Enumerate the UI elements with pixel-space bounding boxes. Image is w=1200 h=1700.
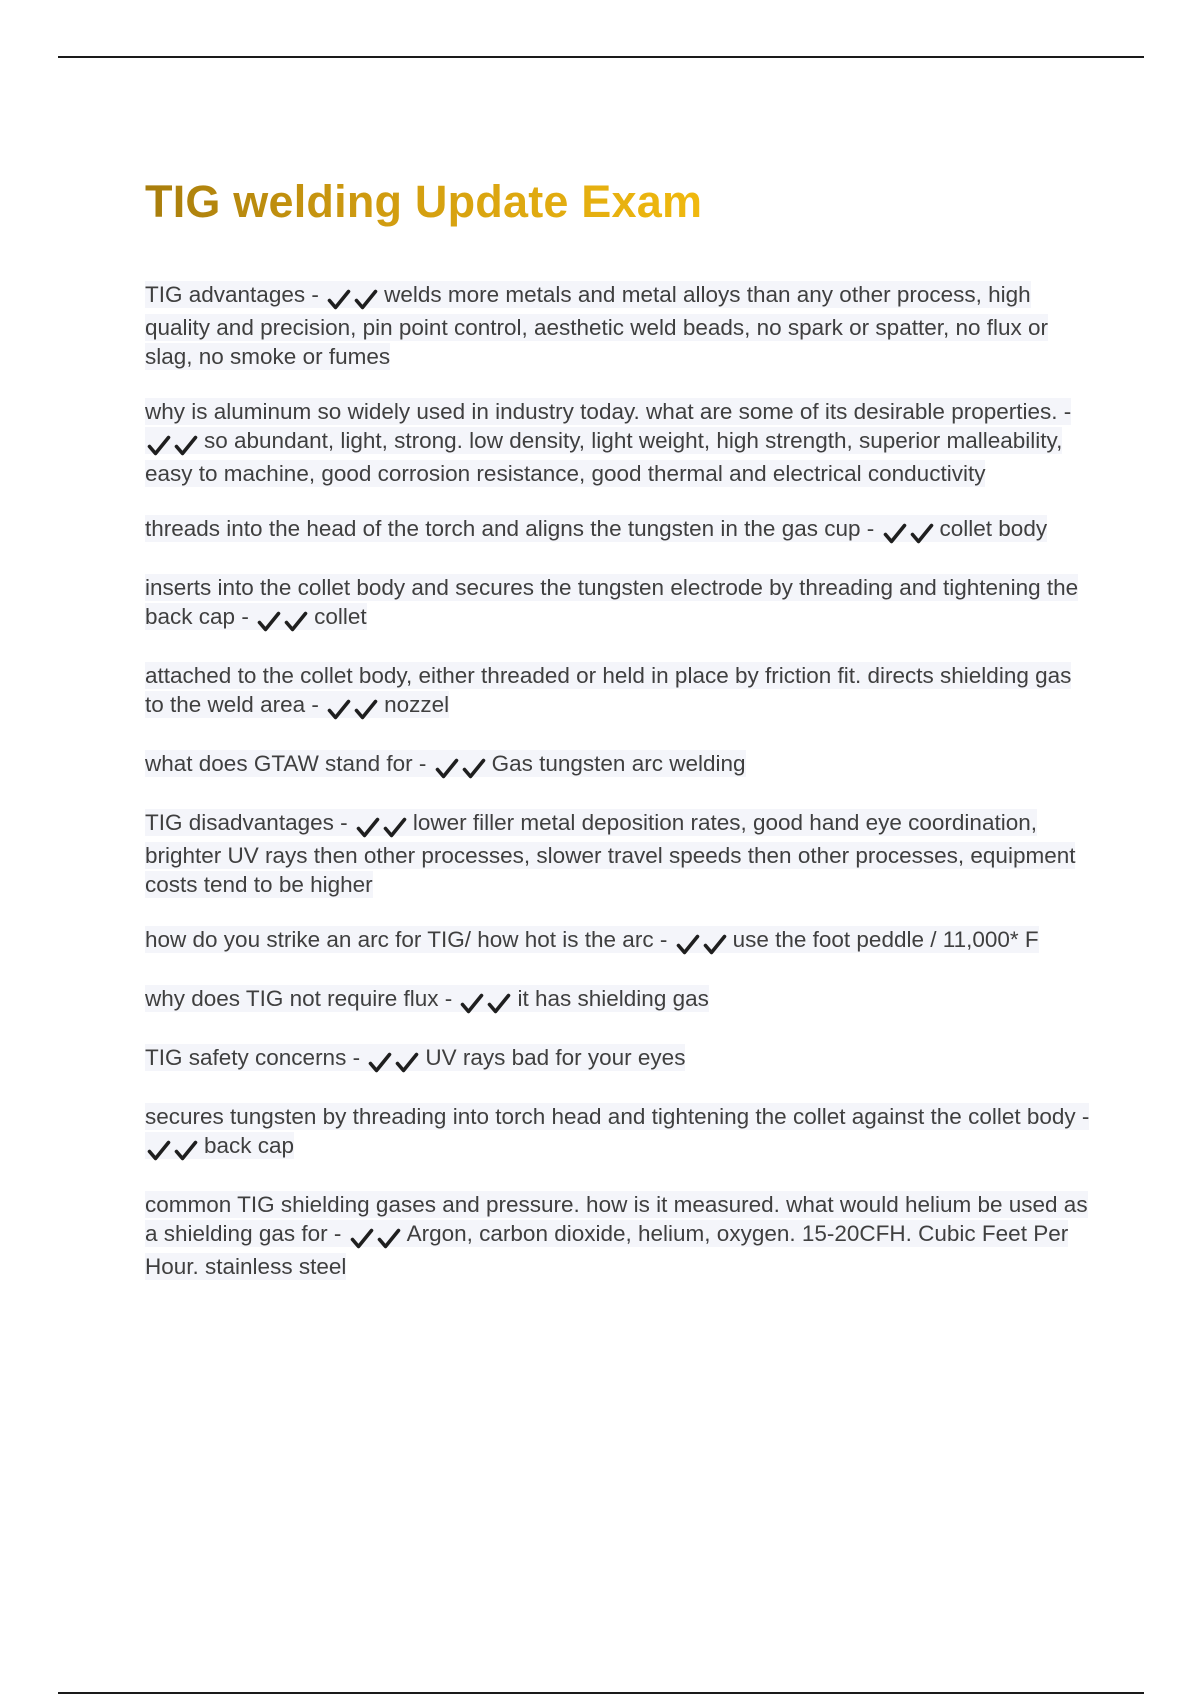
double-check-icon [368, 1047, 422, 1076]
qa-item [145, 280, 1090, 371]
qa-item [145, 1102, 1090, 1164]
qa-separator: - [1075, 1104, 1090, 1129]
check-icon [462, 757, 486, 781]
check-icon [257, 610, 281, 634]
check-icon [676, 933, 700, 957]
qa-highlight [145, 398, 1071, 487]
double-check-icon [147, 1135, 201, 1164]
page-title: TIG welding Update Exam [145, 170, 702, 234]
check-icon [703, 933, 727, 957]
qa-answer: UV rays bad for your eyes [425, 1045, 686, 1070]
qa-separator: - [438, 986, 459, 1011]
qa-highlight [145, 926, 1039, 953]
qa-item [145, 984, 1090, 1017]
qa-item [145, 925, 1090, 958]
qa-item [145, 1043, 1090, 1076]
qa-item [145, 1190, 1090, 1281]
bottom-rule [58, 1692, 1144, 1694]
qa-item [145, 397, 1090, 488]
double-check-icon [676, 929, 730, 958]
document-body [145, 170, 1090, 1307]
check-icon [350, 1227, 374, 1251]
double-check-icon [460, 988, 514, 1017]
check-icon [460, 992, 484, 1016]
check-icon [354, 288, 378, 312]
check-icon [354, 698, 378, 722]
qa-highlight [145, 750, 746, 777]
double-check-icon [435, 753, 489, 782]
qa-question: attached to the collet body, either threaded or held in place by friction fit. directs shielding gas to the weld area [145, 663, 1072, 717]
qa-highlight [145, 1191, 1088, 1280]
qa-highlight [145, 515, 1047, 542]
check-icon [327, 698, 351, 722]
check-icon [395, 1051, 419, 1075]
top-rule [58, 56, 1144, 58]
double-check-icon [257, 606, 311, 635]
qa-item [145, 749, 1090, 782]
qa-question: inserts into the collet body and secures the tungsten electrode by threading and tightening the back cap [145, 575, 1079, 629]
qa-separator: - [305, 692, 326, 717]
qa-question: common TIG shielding gases and pressure. how is it measured. what would helium be used as a shielding gas for [145, 1192, 1088, 1246]
qa-answer: nozzel [384, 692, 450, 717]
check-icon [883, 522, 907, 546]
qa-answer: collet body [939, 516, 1048, 541]
qa-highlight [145, 1044, 685, 1071]
qa-question: how do you strike an arc for TIG/ how hot is the arc [145, 927, 654, 952]
check-icon [147, 434, 171, 458]
qa-highlight [145, 1103, 1089, 1159]
qa-question: secures tungsten by threading into torch head and tightening the collet against the collet body [145, 1104, 1076, 1129]
qa-highlight [145, 809, 1075, 898]
qa-highlight [145, 281, 1048, 370]
check-icon [377, 1227, 401, 1251]
double-check-icon [350, 1223, 404, 1252]
qa-separator: - [346, 1045, 367, 1070]
check-icon [174, 1139, 198, 1163]
qa-separator: - [327, 1221, 348, 1246]
double-check-icon [327, 284, 381, 313]
check-icon [487, 992, 511, 1016]
double-check-icon [147, 430, 201, 459]
check-icon [356, 816, 380, 840]
qa-question: why does TIG not require flux [145, 986, 439, 1011]
qa-item [145, 661, 1090, 723]
qa-question: threads into the head of the torch and aligns the tungsten in the gas cup [145, 516, 861, 541]
double-check-icon [883, 518, 937, 547]
qa-question: why is aluminum so widely used in industry today. what are some of its desirable properties. [145, 399, 1058, 424]
qa-answer: so abundant, light, strong. low density, light weight, high strength, superior malleability, easy to machine, good corrosion resistance, good thermal and electrical conductivity [145, 428, 1063, 486]
qa-item [145, 573, 1090, 635]
qa-question: TIG safety concerns [145, 1045, 347, 1070]
qa-answer: Argon, carbon dioxide, helium, oxygen. 15-20CFH. Cubic Feet Per Hour. stainless steel [145, 1221, 1069, 1279]
check-icon [368, 1051, 392, 1075]
qa-answer: back cap [204, 1133, 295, 1158]
qa-separator: - [860, 516, 881, 541]
qa-highlight [145, 985, 709, 1012]
qa-item [145, 808, 1090, 899]
qa-separator: - [235, 604, 256, 629]
qa-answer: it has shielding gas [517, 986, 709, 1011]
check-icon [327, 288, 351, 312]
double-check-icon [327, 694, 381, 723]
qa-highlight [145, 662, 1071, 718]
qa-list [145, 280, 1090, 1281]
qa-separator: - [305, 282, 326, 307]
check-icon [383, 816, 407, 840]
qa-separator: - [653, 927, 674, 952]
check-icon [435, 757, 459, 781]
qa-answer: collet [314, 604, 367, 629]
check-icon [910, 522, 934, 546]
qa-answer: Gas tungsten arc welding [491, 751, 746, 776]
qa-answer: welds more metals and metal alloys than any other process, high quality and precision, pin point control, aesthetic weld beads, no spark or spatter, no flux or slag, no smoke or fumes [145, 282, 1049, 369]
qa-separator: - [412, 751, 433, 776]
qa-question: what does GTAW stand for [145, 751, 413, 776]
qa-question: TIG advantages [145, 282, 306, 307]
qa-answer: lower filler metal deposition rates, good hand eye coordination, brighter UV rays then other processes, slower travel speeds then other processes, equipment costs tend to be higher [145, 810, 1076, 897]
qa-item [145, 514, 1090, 547]
qa-separator: - [1057, 399, 1072, 424]
qa-separator: - [333, 810, 354, 835]
qa-highlight [145, 574, 1078, 630]
qa-answer: use the foot peddle / 11,000* F [732, 927, 1039, 952]
qa-question: TIG disadvantages [145, 810, 334, 835]
check-icon [284, 610, 308, 634]
double-check-icon [356, 812, 410, 841]
check-icon [147, 1139, 171, 1163]
check-icon [174, 434, 198, 458]
